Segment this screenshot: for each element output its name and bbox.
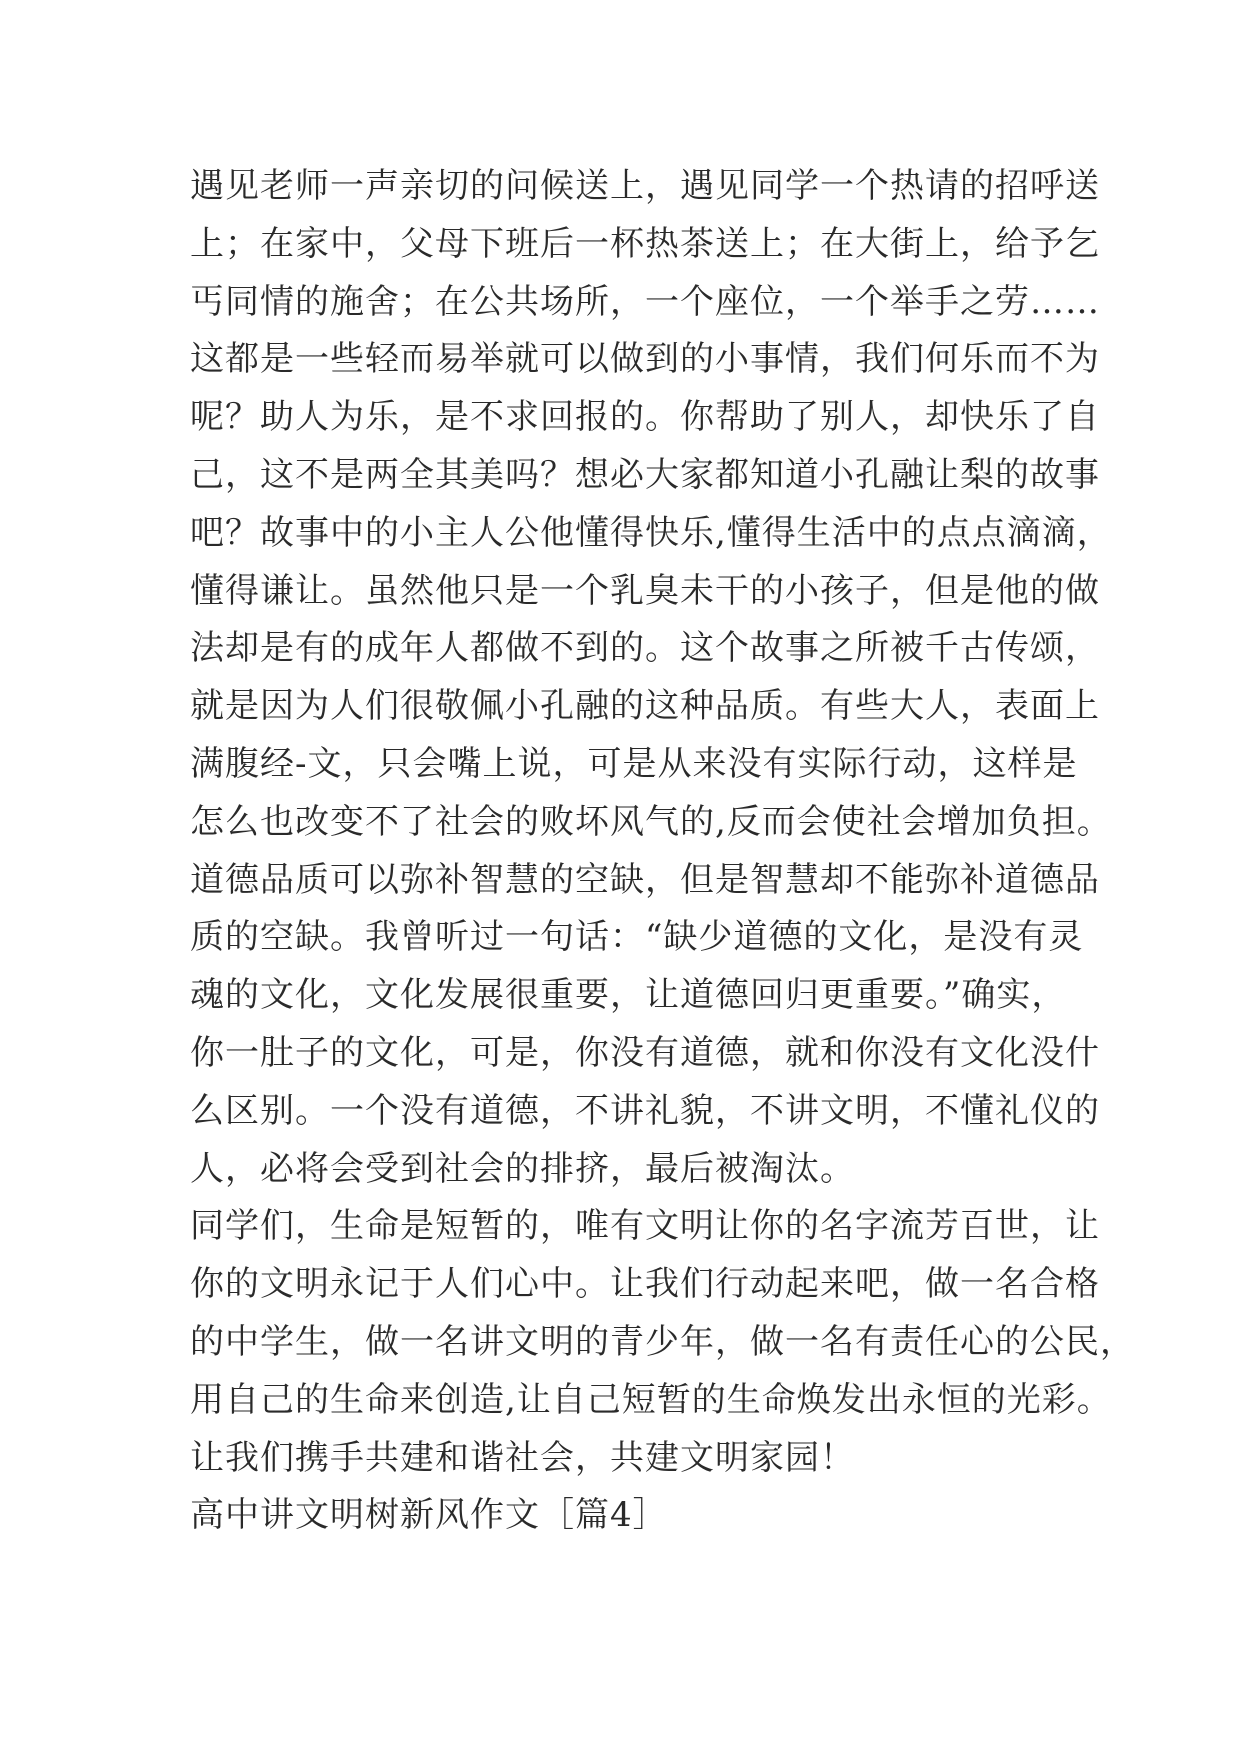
text-line: 遇见老师一声亲切的问候送上，遇见同学一个热请的招呼送: [190, 166, 1100, 206]
text-line: 吧？故事中的小主人公他懂得快乐,懂得生活中的点点滴滴，: [190, 512, 1112, 553]
text-line: 懂得谦让。虽然他只是一个乳臭未干的小孩子，但是他的做: [190, 570, 1100, 611]
text-line: 呢？助人为乐，是不求回报的。你帮助了别人，却快乐了自: [190, 397, 1100, 438]
text-line: 丐同情的施舍；在公共场所，一个座位，一个举手之劳……: [190, 281, 1100, 322]
text-line: 满腹经-文，只会嘴上说，可是从来没有实际行动，这样是: [190, 743, 1078, 784]
text-line: 同学们，生命是短暂的，唯有文明让你的名字流芳百世，让: [190, 1206, 1100, 1247]
text-line: 法却是有的成年人都做不到的。这个故事之所被千古传颂，: [190, 628, 1100, 669]
document-body: [190, 158, 1135, 1545]
text-line: 你的文明永记于人们心中。让我们行动起来吧，做一名合格: [190, 1264, 1100, 1305]
text-line: 上；在家中，父母下班后一杯热茶送上；在大街上，给予乞: [190, 223, 1100, 264]
text-line: 用自己的生命来创造,让自己短暂的生命焕发出永恒的光彩。: [190, 1379, 1112, 1420]
section-heading: 高中讲文明树新风作文［篇4］: [190, 1495, 668, 1536]
text-line: 人，必将会受到社会的排挤，最后被淘汰。: [190, 1148, 855, 1189]
text-line: 质的空缺。我曾听过一句话：“缺少道德的文化，是没有灵: [190, 917, 1084, 958]
text-line: 就是因为人们很敬佩小孔融的这种品质。有些大人，表面上: [190, 686, 1100, 727]
text-line: 魂的文化，文化发展很重要，让道德回归更重要。”确实，: [190, 975, 1067, 1016]
text-line: 怎么也改变不了社会的败坏风气的,反而会使社会增加负担。: [190, 801, 1112, 842]
text-line: 让我们携手共建和谐社会，共建文明家园！: [190, 1437, 855, 1478]
text-line: 这都是一些轻而易举就可以做到的小事情，我们何乐而不为: [190, 339, 1100, 380]
text-line: 你一肚子的文化，可是，你没有道德，就和你没有文化没什: [190, 1032, 1100, 1073]
text-line: 的中学生，做一名讲文明的青少年，做一名有责任心的公民，: [190, 1321, 1135, 1362]
text-line: 么区别。一个没有道德，不讲礼貌，不讲文明，不懂礼仪的: [190, 1090, 1100, 1131]
text-line: 己，这不是两全其美吗？想必大家都知道小孔融让梨的故事: [190, 454, 1100, 495]
text-line: 道德品质可以弥补智慧的空缺，但是智慧却不能弥补道德品: [190, 859, 1100, 900]
